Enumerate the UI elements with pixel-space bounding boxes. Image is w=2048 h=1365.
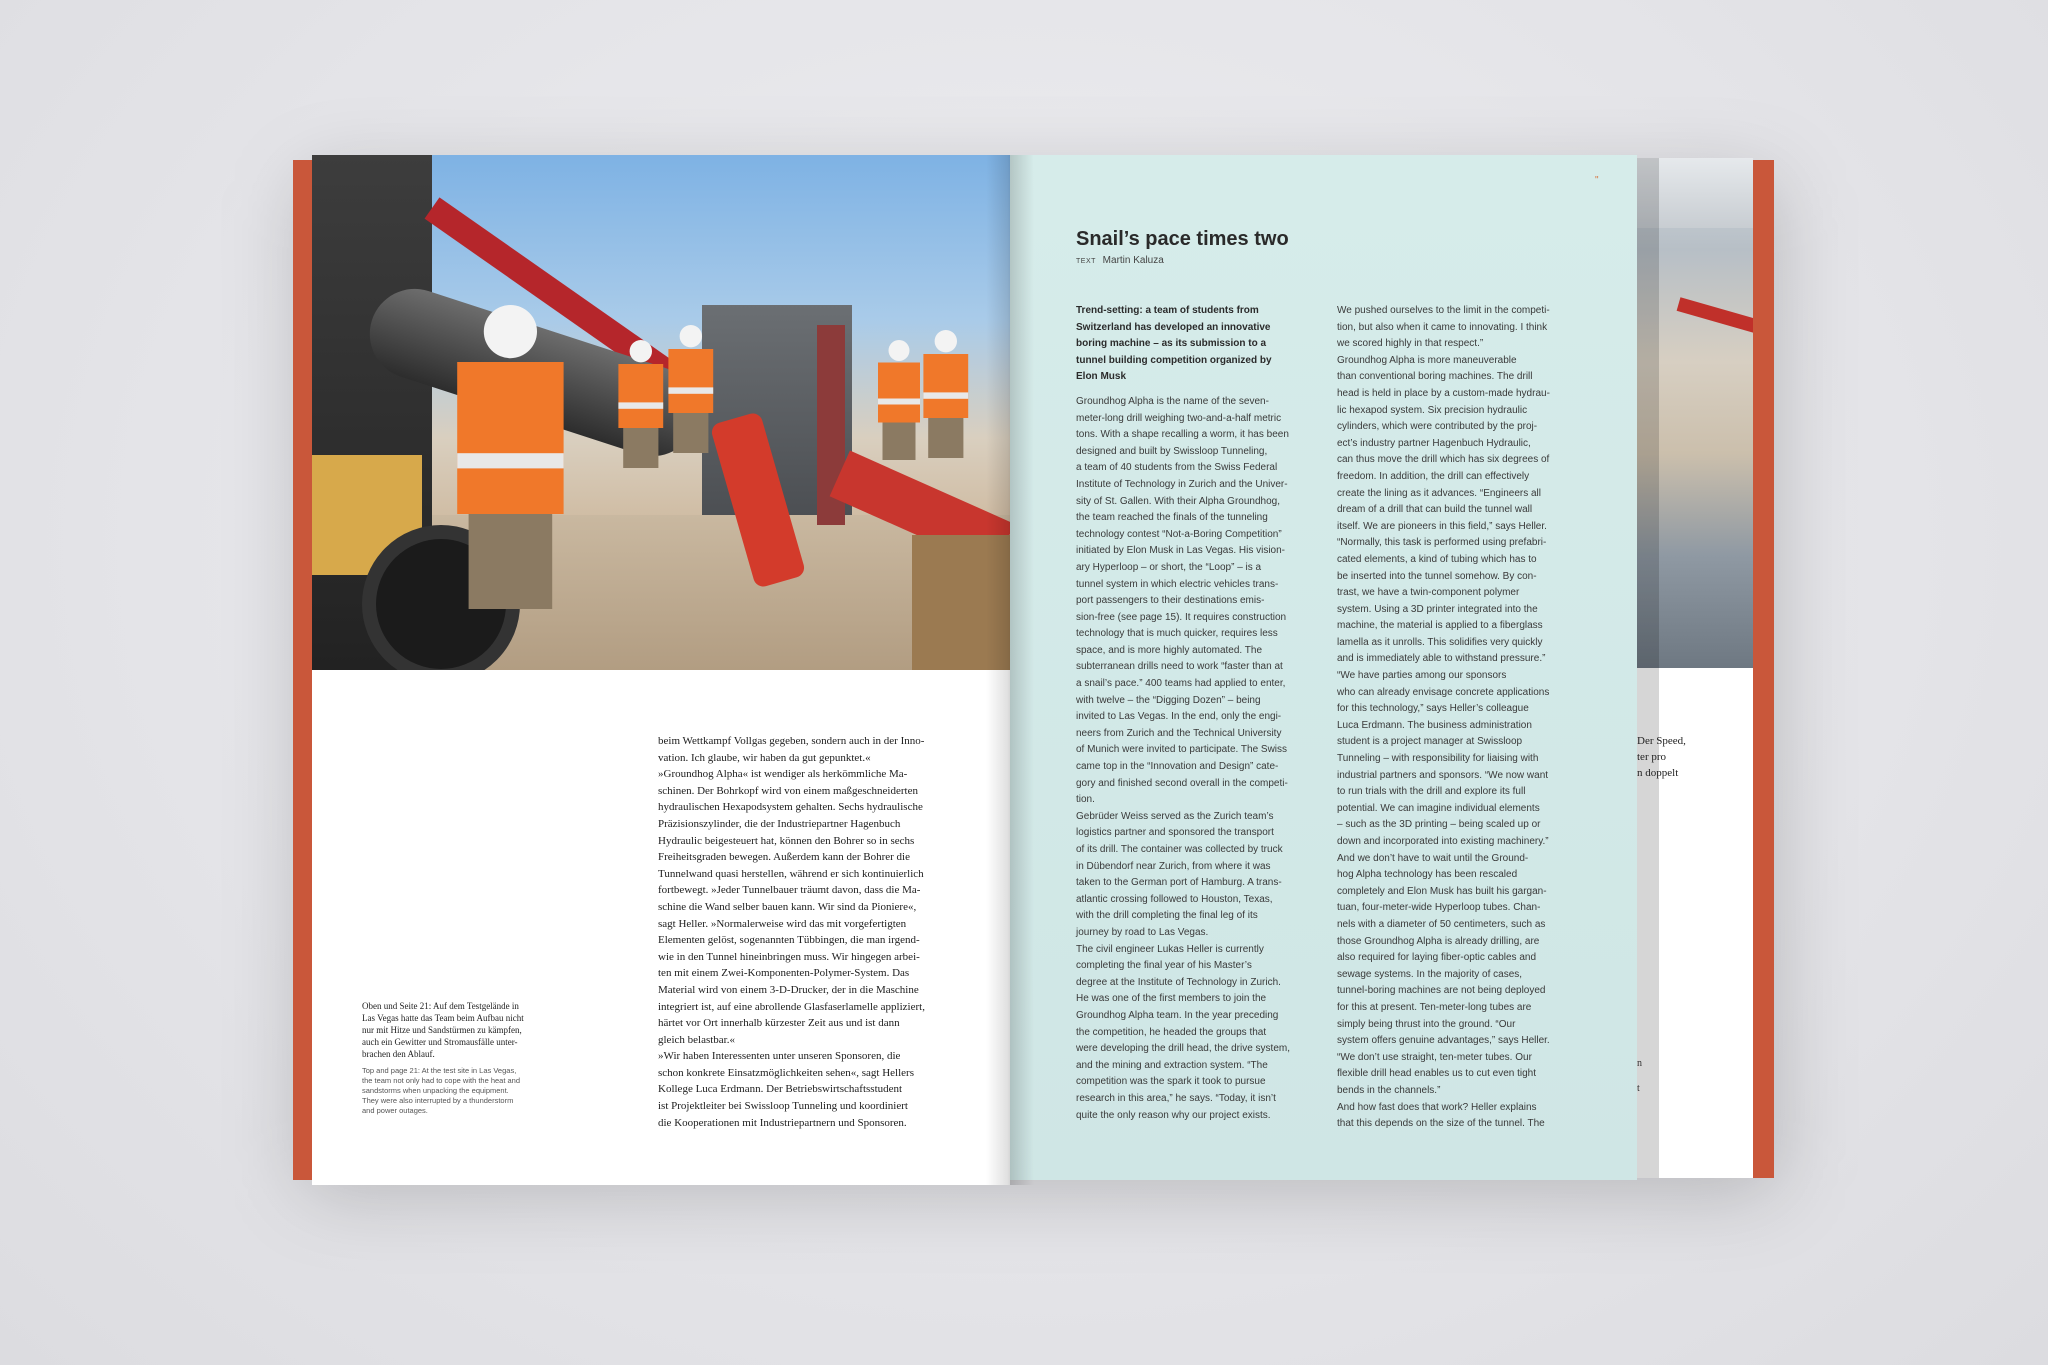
body-line: technology contest “Not-a-Boring Competition” bbox=[1076, 528, 1282, 540]
body-line: subterranean drills need to work “faster than at bbox=[1076, 661, 1283, 673]
body-line: for this at present. Ten-meter-long tubes are bbox=[1337, 1001, 1532, 1013]
body-line: can thus move the drill which has six degrees of bbox=[1337, 454, 1550, 466]
body-line: tunnel-boring machines are not being deployed bbox=[1337, 985, 1546, 997]
body-line: “Normally, this task is performed using prefabri- bbox=[1337, 537, 1547, 549]
body-line: create the lining as it advances. “Engineers all bbox=[1337, 487, 1542, 499]
body-line: down and incorporated into existing machinery.” bbox=[1337, 836, 1549, 847]
body-line: sagt Heller. »Normalerweise wird das mit vorgefertigten bbox=[658, 917, 907, 930]
body-line: tuan, four-meter-wide Hyperloop tubes. Chan- bbox=[1337, 902, 1541, 914]
body-line: space, and is more highly automated. The bbox=[1076, 644, 1263, 656]
caption-line: Oben und Seite 21: Auf dem Testgelände in bbox=[362, 1001, 519, 1011]
body-line: cated elements, a kind of tubing which has to bbox=[1337, 553, 1537, 565]
body-line: tunnel system in which electric vehicles trans- bbox=[1076, 578, 1279, 590]
body-line: härtet vor Ort innerhalb kürzester Zeit aus und ist dann bbox=[658, 1017, 900, 1030]
body-line: »Groundhog Alpha« ist wendiger als herkömmliche Ma- bbox=[658, 768, 908, 781]
body-line: The civil engineer Lukas Heller is currently bbox=[1076, 943, 1264, 955]
body-line: hydraulischen Hexapodsystem gehalten. Sechs hydraulische bbox=[658, 801, 923, 814]
body-line: gleich belastbar.« bbox=[658, 1033, 735, 1046]
column-1-body bbox=[1076, 394, 1326, 1124]
body-line: be inserted into the tunnel somehow. By con- bbox=[1337, 570, 1537, 582]
body-line: fortbewegt. »Jeder Tunnelbauer träumt davon, dass die Ma- bbox=[658, 884, 921, 897]
insert-page-strip bbox=[1637, 158, 1753, 1178]
caption-line: nur mit Hitze und Sandstürmen zu kämpfen, bbox=[362, 1025, 522, 1035]
body-line: »Wir haben Interessenten unter unseren Sponsoren, die bbox=[658, 1050, 901, 1063]
body-line: that this depends on the size of the tunnel. The bbox=[1337, 1118, 1545, 1130]
photo-caption bbox=[362, 1000, 542, 1116]
body-line: in Dübendorf near Zurich, from where it was bbox=[1076, 860, 1271, 872]
body-line: hog Alpha technology has been rescaled bbox=[1337, 869, 1518, 881]
body-line: invited to Las Vegas. In the end, only the engi- bbox=[1076, 711, 1282, 723]
body-line: itself. We are pioneers in this field,” says Heller. bbox=[1337, 520, 1547, 532]
caption-line: the team not only had to cope with the heat and bbox=[362, 1076, 521, 1085]
body-line: came top in the “Innovation and Design” cate- bbox=[1076, 761, 1279, 773]
body-line: technology that is much quicker, requires less bbox=[1076, 628, 1278, 640]
body-line: Tunneling – with responsibility for liaising with bbox=[1337, 753, 1539, 765]
body-line: completing the final year of his Master’s bbox=[1076, 960, 1252, 972]
body-line: ten mit einem Zwei-Komponenten-Polymer-System. Das bbox=[658, 967, 910, 980]
body-line: we scored highly in that respect.” bbox=[1337, 338, 1484, 350]
byline-author: Martin Kaluza bbox=[1102, 255, 1164, 266]
lead-line: Trend-setting: a team of students from bbox=[1076, 305, 1259, 316]
body-line: schon konkrete Einsatzmöglichkeiten sehen«, sagt Hellers bbox=[658, 1066, 914, 1079]
photo-worker bbox=[442, 305, 575, 609]
photo-worker bbox=[662, 325, 718, 453]
byline bbox=[1076, 255, 1164, 266]
article-lead bbox=[1076, 303, 1326, 386]
article-column-1 bbox=[1076, 303, 1326, 1124]
insert-line: n doppelt bbox=[1637, 767, 1679, 779]
body-line: of its drill. The container was collected by truck bbox=[1076, 844, 1283, 855]
body-line: Groundhog Alpha team. In the year preceding bbox=[1076, 1009, 1279, 1021]
caption-line: They were also interrupted by a thunderstorm bbox=[362, 1096, 514, 1105]
caption-english bbox=[362, 1066, 542, 1116]
body-line: freedom. In addition, the drill can effectively bbox=[1337, 470, 1530, 482]
body-line: sity of St. Gallen. With their Alpha Groundhog, bbox=[1076, 495, 1280, 507]
article-column-2 bbox=[1337, 303, 1587, 1133]
caption-line: brachen den Ablauf. bbox=[362, 1049, 435, 1059]
body-line: research in this area,” he says. “Today, it isn’t bbox=[1076, 1092, 1276, 1104]
body-line: degree at the Institute of Technology in Zurich. bbox=[1076, 976, 1281, 988]
body-line: completely and Elon Musk has built his gargan- bbox=[1337, 885, 1547, 897]
body-line: meter-long drill weighing two-and-a-half metric bbox=[1076, 412, 1282, 424]
body-line: Luca Erdmann. The business administration bbox=[1337, 719, 1532, 731]
photo-worker bbox=[612, 340, 668, 468]
body-line: than conventional boring machines. The drill bbox=[1337, 371, 1533, 383]
caption-line: and power outages. bbox=[362, 1106, 428, 1115]
body-line: ect’s industry partner Hagenbuch Hydraulic, bbox=[1337, 437, 1531, 449]
body-line: Elementen gelöst, sogenannten Tübbingen, die man irgend- bbox=[658, 934, 920, 947]
body-line: industrial partners and sponsors. “We now want bbox=[1337, 769, 1549, 781]
caption-line: auch ein Gewitter und Stromausfälle unter- bbox=[362, 1037, 518, 1047]
body-line: We pushed ourselves to the limit in the competi- bbox=[1337, 305, 1550, 316]
body-line: Gebrüder Weiss served as the Zurich team’s bbox=[1076, 810, 1274, 822]
body-line: schine die Wand selber bauen kann. Wir sind da Pioniere«, bbox=[658, 900, 917, 913]
body-line: and the mining and extraction system. “The bbox=[1076, 1059, 1268, 1071]
cover-edge-left bbox=[293, 160, 313, 1180]
body-line: gory and finished second overall in the competi- bbox=[1076, 777, 1288, 789]
photo-worker bbox=[917, 330, 973, 458]
body-line: system offers genuine advantages,” says Heller. bbox=[1337, 1035, 1550, 1047]
body-line: Freiheitsgraden bewegen. Außerdem kann der Bohrer die bbox=[658, 851, 910, 864]
body-line: machine, the material is applied to a fiberglass bbox=[1337, 620, 1543, 632]
article-title: Snail’s pace times two bbox=[1076, 228, 1289, 250]
article-photo bbox=[312, 155, 1010, 670]
body-line: student is a project manager at Swissloop bbox=[1337, 736, 1523, 748]
body-line: sewage systems. In the majority of cases, bbox=[1337, 968, 1523, 980]
body-line: And we don’t have to wait until the Ground- bbox=[1337, 852, 1529, 864]
body-line: system. Using a 3D printer integrated into the bbox=[1337, 603, 1538, 615]
body-line: Tunnelwand quasi herstellen, während er sich kontinuierlich bbox=[658, 867, 924, 880]
body-line: tion, but also when it came to innovating. I think bbox=[1337, 321, 1548, 333]
body-line: “We have parties among our sponsors bbox=[1337, 670, 1507, 682]
body-line: with twelve – the “Digging Dozen” – being bbox=[1076, 694, 1261, 706]
insert-line: ter pro bbox=[1637, 751, 1667, 763]
caption-line: Top and page 21: At the test site in Las Vegas, bbox=[362, 1066, 517, 1075]
body-line: Groundhog Alpha is the name of the seven- bbox=[1076, 395, 1269, 407]
german-body-text bbox=[658, 733, 978, 1131]
body-line: nels with a diameter of 50 centimeters, such as bbox=[1337, 918, 1546, 930]
body-line: atlantic crossing followed to Houston, Texas, bbox=[1076, 893, 1273, 905]
body-line: bends in the channels.” bbox=[1337, 1084, 1441, 1096]
body-line: of Munich were invited to participate. The Swiss bbox=[1076, 744, 1288, 756]
lead-line: boring machine – as its submission to a bbox=[1076, 338, 1267, 350]
body-line: simply being thrust into the ground. “Our bbox=[1337, 1018, 1516, 1030]
body-line: ist Projektleiter bei Swissloop Tunneling und koordiniert bbox=[658, 1100, 908, 1113]
body-line: to run trials with the drill and explore its full bbox=[1337, 786, 1526, 798]
body-line: port passengers to their destinations emis- bbox=[1076, 595, 1265, 607]
quote-mark-icon: " bbox=[1595, 175, 1599, 186]
body-line: schinen. Der Bohrkopf wird von einem maßgeschneiderten bbox=[658, 784, 918, 797]
body-line: lic hexapod system. Six precision hydraulic bbox=[1337, 404, 1528, 416]
body-line: “We don’t use straight, ten-meter tubes. Our bbox=[1337, 1051, 1532, 1063]
body-line: the competition, he headed the groups that bbox=[1076, 1026, 1267, 1038]
right-page bbox=[1010, 155, 1637, 1180]
body-line: ary Hyperloop – or short, the “Loop” – is a bbox=[1076, 561, 1262, 573]
body-line: designed and built by Swissloop Tunneling, bbox=[1076, 445, 1268, 457]
body-line: lamella as it unrolls. This solidifies very quickly bbox=[1337, 636, 1543, 648]
body-line: who can already envisage concrete applications bbox=[1337, 686, 1550, 698]
body-line: die Kooperationen mit Industriepartnern und Sponsoren. bbox=[658, 1116, 907, 1129]
body-line: cylinders, which were contributed by the proj- bbox=[1337, 421, 1538, 433]
lead-line: Elon Musk bbox=[1076, 371, 1127, 383]
body-line: competition was the spark it took to pursue bbox=[1076, 1076, 1266, 1088]
body-line: initiated by Elon Musk in Las Vegas. His vision- bbox=[1076, 545, 1285, 557]
body-line: tion. bbox=[1076, 794, 1095, 806]
insert-shadow bbox=[1637, 158, 1659, 1178]
lead-line: Switzerland has developed an innovative bbox=[1076, 321, 1271, 333]
photo-crate bbox=[912, 535, 1010, 670]
body-line: with the drill completing the final leg of its bbox=[1076, 910, 1258, 922]
lead-line: tunnel building competition organized by bbox=[1076, 354, 1272, 366]
body-line: and is immediately able to withstand pressure.” bbox=[1337, 653, 1546, 665]
body-line: sion-free (see page 15). It requires construction bbox=[1076, 611, 1287, 623]
body-line: integriert ist, auf eine abrollende Glasfaserlamelle appliziert, bbox=[658, 1000, 925, 1013]
body-line: potential. We can imagine individual elements bbox=[1337, 802, 1540, 814]
body-line: vation. Ich glaube, wir haben da gut gepunktet.« bbox=[658, 751, 871, 764]
body-line: tons. With a shape recalling a worm, it has been bbox=[1076, 429, 1289, 441]
body-line: those Groundhog Alpha is already drilling, are bbox=[1337, 935, 1540, 947]
byline-label: TEXT bbox=[1076, 258, 1096, 265]
body-line: for this technology,” says Heller’s colleague bbox=[1337, 703, 1529, 715]
body-line: were developing the drill head, the drive system, bbox=[1076, 1043, 1291, 1055]
insert-fragment: n bbox=[1637, 1058, 1642, 1069]
insert-line: Der Speed, bbox=[1637, 735, 1686, 747]
body-line: wie in den Tunnel hineinbringen muss. Wir hingegen arbei- bbox=[658, 950, 920, 963]
body-line: And how fast does that work? Heller explains bbox=[1337, 1101, 1537, 1113]
caption-line: sandstorms when unpacking the equipment. bbox=[362, 1086, 509, 1095]
body-line: neers from Zurich and the Technical University bbox=[1076, 727, 1282, 739]
body-line: the team reached the finals of the tunneling bbox=[1076, 512, 1268, 524]
body-line: beim Wettkampf Vollgas gegeben, sondern auch in der Inno- bbox=[658, 735, 925, 747]
insert-text bbox=[1637, 733, 1753, 781]
body-line: logistics partner and sponsored the transport bbox=[1076, 827, 1274, 839]
body-line: Groundhog Alpha is more maneuverable bbox=[1337, 354, 1517, 366]
body-line: taken to the German port of Hamburg. A trans- bbox=[1076, 877, 1282, 889]
body-line: a team of 40 students from the Swiss Federal bbox=[1076, 462, 1278, 474]
caption-german bbox=[362, 1000, 542, 1060]
left-page bbox=[312, 155, 1010, 1185]
body-line: – such as the 3D printing – being scaled up or bbox=[1337, 819, 1541, 831]
caption-line: Las Vegas hatte das Team beim Aufbau nicht bbox=[362, 1013, 524, 1023]
body-line: He was one of the first members to join the bbox=[1076, 993, 1267, 1005]
body-line: head is held in place by a custom-made hydrau- bbox=[1337, 387, 1550, 399]
body-line: Institute of Technology in Zurich and the Univer- bbox=[1076, 478, 1288, 490]
body-line: Präzisionszylinder, die der Industriepartner Hagenbuch bbox=[658, 817, 901, 830]
cover-edge-right bbox=[1753, 160, 1774, 1178]
insert-fragment: t bbox=[1637, 1083, 1640, 1094]
body-line: trast, we have a twin-component polymer bbox=[1337, 587, 1520, 599]
body-line: a snail’s pace.” 400 teams had applied to enter, bbox=[1076, 678, 1286, 690]
body-line: also required for laying fiber-optic cables and bbox=[1337, 952, 1536, 964]
body-line: Material wird von einem 3-D-Drucker, der in die Maschine bbox=[658, 983, 919, 996]
body-line: flexible drill head enables us to cut even tight bbox=[1337, 1068, 1537, 1080]
body-line: journey by road to Las Vegas. bbox=[1076, 926, 1209, 938]
insert-photo-red-beam bbox=[1677, 297, 1753, 333]
body-line: Kollege Luca Erdmann. Der Betriebswirtschaftsstudent bbox=[658, 1083, 903, 1096]
body-line: quite the only reason why our project exists. bbox=[1076, 1109, 1271, 1121]
body-line: Hydraulic beigesteuert hat, können den Bohrer so in sechs bbox=[658, 834, 915, 847]
body-line: dream of a drill that can build the tunnel wall bbox=[1337, 504, 1533, 516]
